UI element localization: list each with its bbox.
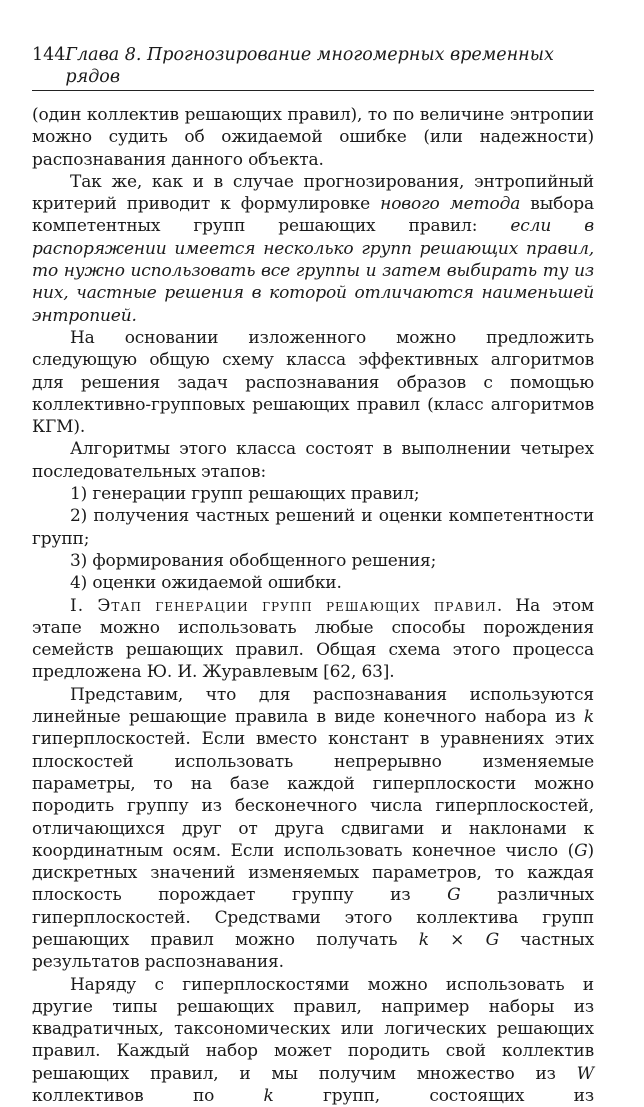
step-1: 1) генерации групп решающих правил;: [70, 484, 420, 505]
paragraph-7-text-a: Наряду с гиперплоскостями можно использовать и другие типы решающих правил, например наборы из квадратичных, таксономических или логических решающих правил. Каждый набор может породить свой коллектив решающих правил, и мы получим множество из: [32, 974, 594, 1084]
math-G: G: [574, 840, 588, 861]
chapter-title: Глава 8. Прогнозирование многомерных временных рядов: [65, 45, 554, 87]
math-k: k: [583, 707, 594, 728]
paragraph-5-text: На этом этапе можно использовать любые способы порождения семейств решающих правил. Общая схема этого процесса предложена Ю. И. Журавлевым [62, 63].: [32, 595, 594, 683]
paragraph-6: [32, 684, 594, 974]
paragraph-6-text-e: частных результатов распознавания.: [32, 929, 595, 973]
book-page: [32, 44, 594, 1107]
entropy-rule-emphasis: если в распоряжении имеется несколько групп решающих правил, то нужно использовать все группы и затем выбирать ту из них, частные решения в которой отличаются наименьшей энтропией.: [32, 216, 594, 326]
section-heading: I. Этап генерации групп решающих правил.: [70, 595, 504, 616]
paragraph-3: На основании изложенного можно предложить следующую общую схему класса эффективных алгоритмов для решения задач распознавания образов с помощью коллективно-групповых решающих правил (класс алгоритмов КГМ).: [32, 327, 594, 438]
step-2: 2) получения частных решений и оценки компетентности групп;: [32, 506, 594, 549]
paragraph-6-text-d: различных гиперплоскостей. Средствами этого коллектива групп решающих правил можно получать: [32, 885, 594, 950]
paragraph-5: [32, 595, 594, 684]
step-4: 4) оценки ожидаемой ошибки.: [70, 573, 342, 594]
paragraph-7-text-b: коллективов по: [32, 1086, 264, 1107]
math-k: k: [263, 1086, 274, 1107]
paragraph-2: [32, 171, 594, 327]
math-W: W: [576, 1063, 594, 1084]
math-k-times-G: k × G: [418, 929, 499, 950]
math-G: G: [447, 885, 461, 906]
paragraph-6-text-b: гиперплоскостей. Если вместо констант в уравнениях этих плоскостей использовать непрерывно изменяемые параметры, то на базе каждой гиперплоскости можно породить группу из бесконечного числа гиперплоскостей, отличающихся друг от друга сдвигами и наклонами к координатным осям. Если использовать конечное число (: [32, 729, 594, 861]
paragraph-7: [32, 974, 594, 1107]
paragraph-6-text-c: ) дискретных значений изменяемых параметров, то каждая плоскость порождает группу из: [32, 840, 594, 906]
paragraph-6-text-a: Представим, что для распознавания используются линейные решающие правила в виде конечного набора из: [32, 684, 594, 728]
step-3: 3) формирования обобщенного решения;: [70, 550, 437, 571]
paragraph-1: (один коллектив решающих правил), то по величине энтропии можно судить об ожидаемой ошибке (или надежности) распознавания данного объекта.: [32, 105, 594, 170]
paragraph-2-text-a: Так же, как и в случае прогнозирования, энтропийный критерий приводит к формулировке: [32, 171, 594, 215]
paragraph-4: Алгоритмы этого класса состоят в выполнении четырех последовательных этапов:: [32, 439, 594, 482]
running-header: [32, 44, 594, 91]
page-body: [32, 104, 594, 1107]
new-method-emphasis: нового метода: [380, 194, 521, 215]
paragraph-7-text-c: групп, состоящих из: [273, 1086, 594, 1107]
paragraph-2-text-b: выбора компетентных групп решающих правил:: [32, 194, 594, 237]
page-number: 144: [32, 45, 66, 65]
